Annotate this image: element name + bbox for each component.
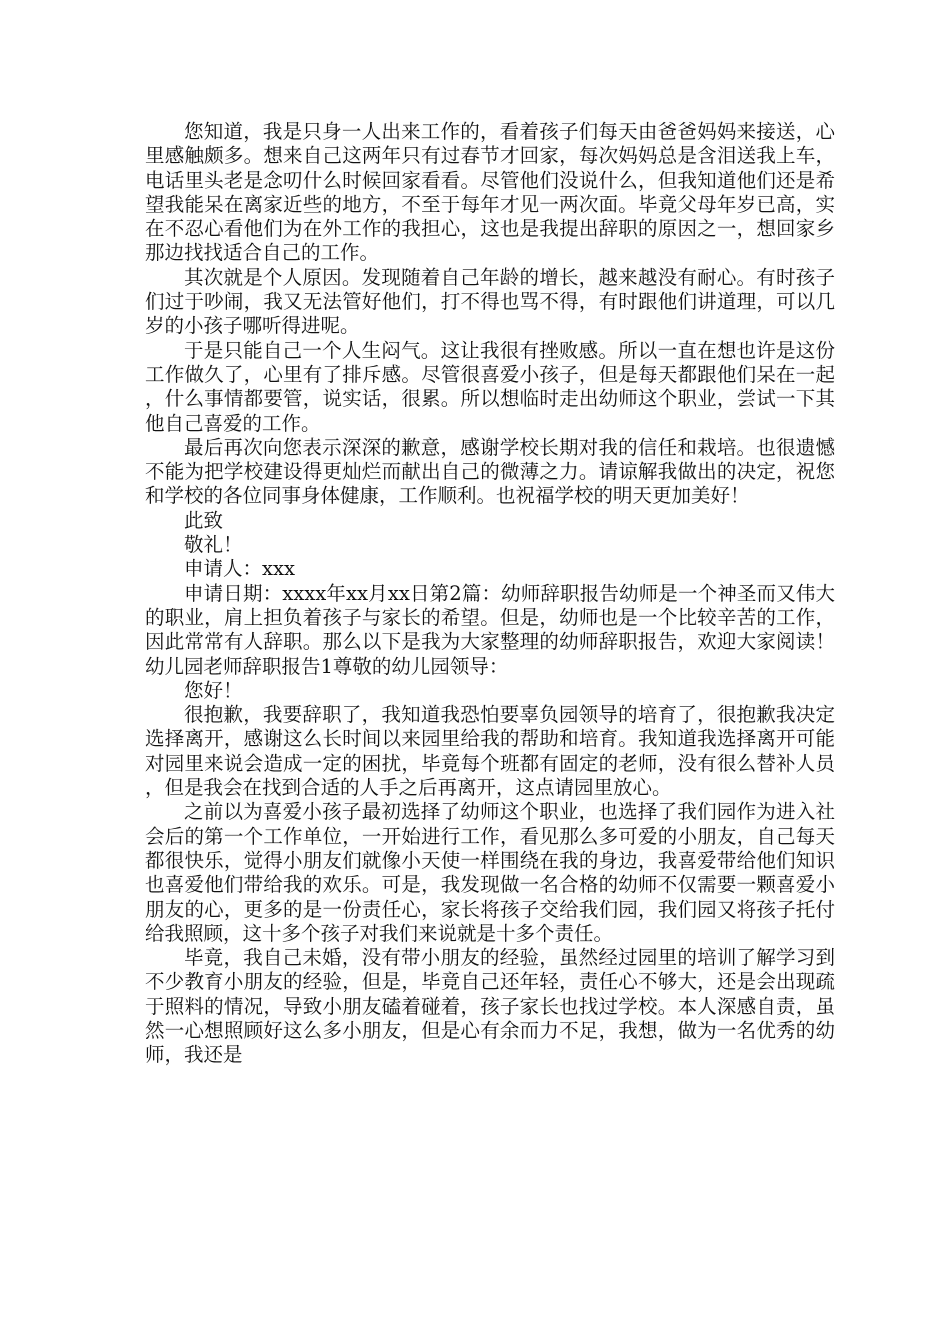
paragraph-sorry: 很抱歉，我要辞职了，我知道我恐怕要辜负园领导的培育了，很抱歉我决定选择离开，感谢这么长时间以来园里给我的帮助和培育。我知道我选择离开可能对园里来说会造成一定的困扰，毕竟每个班都有固定的老师，没有很么替补人员，但是我会在找到合适的人手之后再离开，这点请园里放心。 (145, 703, 835, 800)
date-and-second-article: 申请日期：xxxx年xx月xx日第2篇：幼师辞职报告幼师是一个神圣而又伟大的职业，肩上担负着孩子与家长的希望。但是，幼师也是一个比较辛苦的工作，因此常常有人辞职。那么以下是我为大家整理的幼师辞职报告，欢迎大家阅读！幼儿园老师辞职报告1尊敬的幼儿园领导： (145, 581, 835, 678)
greeting: 您好！ (184, 678, 243, 702)
closing-salutation: 此致 (184, 508, 224, 532)
paragraph-personal-reason: 其次就是个人原因。发现随着自己年龄的增长，越来越没有耐心。有时孩子们过于吵闹，我又无法管好他们，打不得也骂不得，有时跟他们讲道理，可以几岁的小孩子哪听得进呢。 (145, 265, 835, 338)
paragraph-inexperience: 毕竟，我自己未婚，没有带小朋友的经验，虽然经过园里的培训了解学习到不少教育小朋友的经验，但是，毕竟自己还年轻，责任心不够大，还是会出现疏于照料的情况，导致小朋友磕着碰着，孩子家长也找过学校。本人深感自责，虽然一心想照顾好这么多小朋友，但是心有余而力不足，我想，做为一名优秀的幼师，我还是 (145, 946, 835, 1067)
paragraph-apology: 最后再次向您表示深深的歉意，感谢学校长期对我的信任和栽培。也很遗憾不能为把学校建设得更灿烂而献出自己的微薄之力。请谅解我做出的决定，祝您和学校的各位同事身体健康，工作顺利。也祝福学校的明天更加美好！ (145, 435, 835, 508)
document-body (145, 120, 835, 1068)
applicant-line: 申请人：xxx (184, 557, 295, 581)
paragraph-homesick: 您知道，我是只身一人出来工作的，看着孩子们每天由爸爸妈妈来接送，心里感触颇多。想来自己这两年只有过春节才回家，每次妈妈总是含泪送我上车，电话里头老是念叨什么时候回家看看。尽管他们没说什么，但我知道他们还是希望我能呆在离家近些的地方，不至于每年才见一两次面。毕竟父母年岁已高，实在不忍心看他们为在外工作的我担心，这也是我提出辞职的原因之一，想回家乡那边找找适合自己的工作。 (145, 120, 835, 265)
paragraph-why-chose: 之前以为喜爱小孩子最初选择了幼师这个职业，也选择了我们园作为进入社会后的第一个工作单位，一开始进行工作，看见那么多可爱的小朋友，自己每天都很快乐，觉得小朋友们就像小天使一样围绕在我的身边，我喜爱带给他们知识也喜爱他们带给我的欢乐。可是，我发现做一名合格的幼师不仅需要一颗喜爱小朋友的心，更多的是一份责任心，家长将孩子交给我们园，我们园又将孩子托付给我照顾，这十多个孩子对我们来说就是十多个责任。 (145, 800, 835, 945)
paragraph-frustration: 于是只能自己一个人生闷气。这让我很有挫败感。所以一直在想也许是这份工作做久了，心里有了排斥感。尽管很喜爱小孩子，但是每天都跟他们呆在一起，什么事情都要管，说实话，很累。所以想临时走出幼师这个职业，尝试一下其他自己喜爱的工作。 (145, 338, 835, 435)
closing-regards: 敬礼！ (184, 533, 243, 557)
